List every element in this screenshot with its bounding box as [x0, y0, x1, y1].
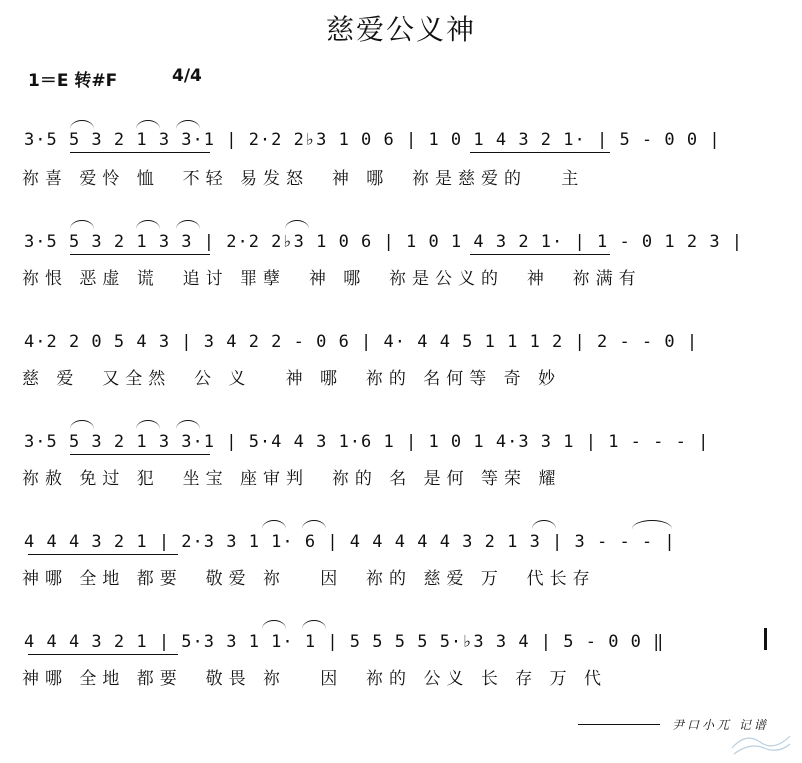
final-barline	[764, 628, 767, 650]
slur	[136, 420, 160, 429]
lyrics-line-4: 祢赦 免过 犯 坐宝 座审判 祢的 名 是何 等荣 耀	[22, 469, 562, 489]
beam	[470, 152, 610, 153]
beam	[28, 654, 178, 655]
beam	[70, 454, 210, 455]
slur	[176, 420, 200, 429]
slur	[136, 220, 160, 229]
slur	[285, 220, 309, 229]
beam	[70, 254, 210, 255]
lyrics-line-5: 神哪 全地 都要 敬爱 祢 因 祢的 慈爱 万 代长存	[22, 569, 596, 589]
notation-line-2: 3·5 5 3 2 1 3 3 | 2·2 2♭3 1 0 6 | 1 0 1 4 3 2 1· | 1 - 0 1 2 3 |	[24, 232, 744, 252]
lyrics-line-1: 祢喜 爱怜 恤 不轻 易发怒 神 哪 祢是慈爱的 主	[22, 169, 585, 189]
slur	[262, 520, 286, 529]
slur	[70, 420, 94, 429]
notation-line-6: 4 4 4 3 2 1 | 5·3 3 1 1· 1 | 5 5 5 5 5·♭3 3 4 | 5 - 0 0 ‖	[24, 632, 665, 652]
slur	[176, 220, 200, 229]
lyrics-line-3: 慈 爱 又全然 公 义 神 哪 祢的 名何等 奇 妙	[22, 369, 562, 389]
beam	[70, 152, 210, 153]
notation-line-3: 4·2 2 0 5 4 3 | 3 4 2 2 - 0 6 | 4· 4 4 5 1 1 1 2 | 2 - - 0 |	[24, 332, 699, 352]
slur	[302, 620, 326, 629]
key-signature: 1＝E 转#F	[28, 71, 118, 91]
slur	[70, 120, 94, 129]
song-title: 慈爱公义神	[325, 13, 476, 46]
slur	[632, 520, 672, 529]
watermark-logo	[730, 728, 792, 756]
beam	[28, 554, 178, 555]
slur	[176, 120, 200, 129]
lyrics-line-6: 神哪 全地 都要 敬畏 祢 因 祢的 公义 长 存 万 代	[22, 669, 608, 689]
notation-line-4: 3·5 5 3 2 1 3 3·1 | 5·4 4 3 1·6 1 | 1 0 1 4·3 3 1 | 1 - - - |	[24, 432, 710, 452]
slur	[302, 520, 326, 529]
notation-line-5: 4 4 4 3 2 1 | 2·3 3 1 1· 6 | 4 4 4 4 4 3 2 1 3 | 3 - - - |	[24, 532, 676, 552]
slur	[70, 220, 94, 229]
slur	[262, 620, 286, 629]
slur	[136, 120, 160, 129]
time-signature: 4/4	[172, 66, 202, 86]
slur	[532, 520, 556, 529]
notation-line-1: 3·5 5 3 2 1 3 3·1 | 2·2 2♭3 1 0 6 | 1 0 1 4 3 2 1· | 5 - 0 0 |	[24, 130, 721, 150]
signature-line	[578, 724, 660, 725]
lyrics-line-2: 祢恨 恶虚 谎 追讨 罪孽 神 哪 祢是公义的 神 祢满有	[22, 269, 642, 289]
beam	[470, 254, 610, 255]
transcriber-credit: 尹口小兀 记谱	[672, 718, 769, 732]
